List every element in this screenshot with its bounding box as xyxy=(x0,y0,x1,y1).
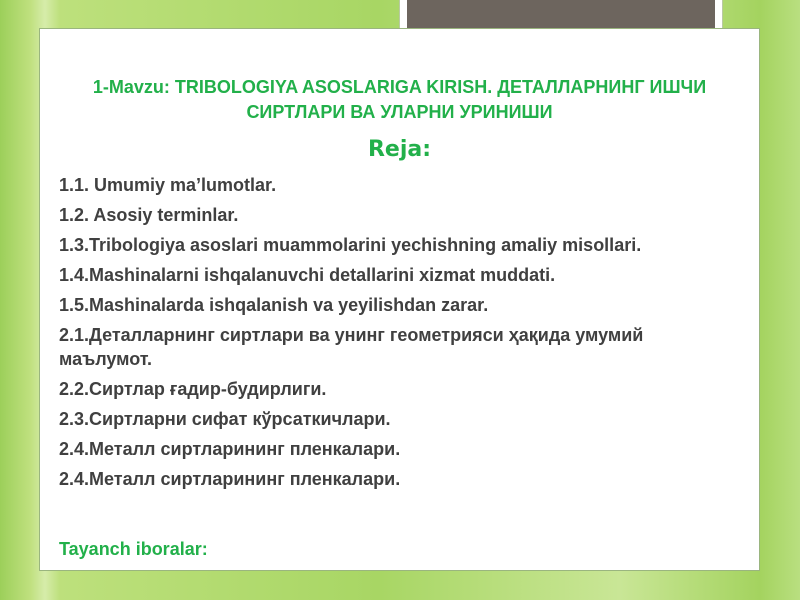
plan-item: 1.2. Asosiy terminlar. xyxy=(59,205,239,225)
plan-item: 1.1. Umumiy ma’lumotlar. xyxy=(59,175,277,195)
plan-item: 1.4.Mashinalarni ishqalanuvchi detallarini xizmat muddati. xyxy=(59,265,556,285)
plan-item: 2.1.Деталларнинг сиртлари ва унинг геометрияси ҳақида умумий маълумот. xyxy=(59,325,644,369)
key-terms-label: Tayanch iboralar: xyxy=(59,539,208,559)
slide-content-panel xyxy=(39,28,760,571)
plan-item: 1.3.Tribologiya asoslari muammolarini yechishning amaliy misollari. xyxy=(59,235,642,255)
plan-item: 1.5.Mashinalarda ishqalanish va yeyilishdan zarar. xyxy=(59,295,489,315)
plan-item: 2.4.Металл сиртларининг пленкалари. xyxy=(59,439,401,459)
slide-title: 1-Mavzu: TRIBOLOGIYA ASOSLARIGA KIRISH. ДЕТАЛЛАРНИНГ ИШЧИ СИРТЛАРИ ВА УЛАРНИ УРИНИШИ xyxy=(92,77,707,122)
plan-list xyxy=(59,173,739,497)
plan-item: 2.2.Сиртлар ғадир-будирлиги. xyxy=(59,379,327,399)
plan-heading: Reja: xyxy=(367,137,432,162)
plan-item: 2.3.Сиртларни сифат кўрсаткичлари. xyxy=(59,409,391,429)
plan-item: 2.4.Металл сиртларининг пленкалари. xyxy=(59,469,401,489)
